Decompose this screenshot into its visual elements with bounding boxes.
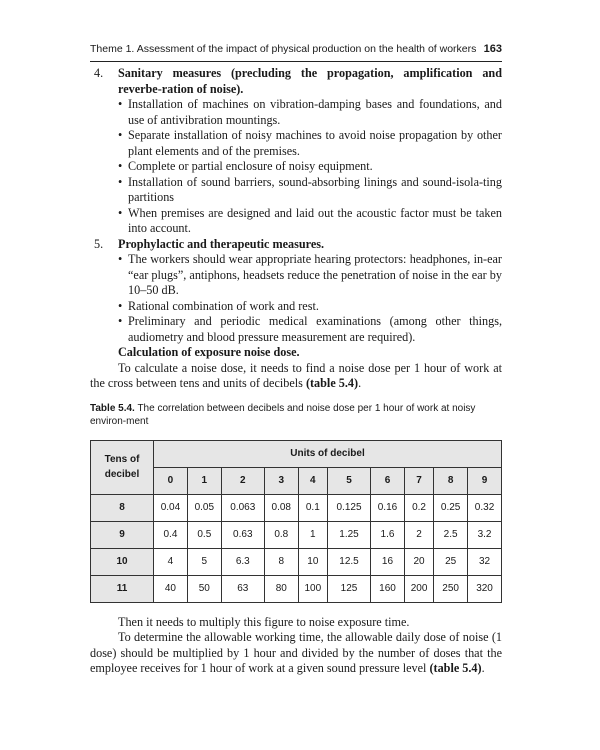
dose-cell: 200: [404, 575, 433, 602]
dose-cell: 63: [221, 575, 264, 602]
bullet-list: [90, 252, 502, 345]
column-group-header: Units of decibel: [154, 440, 502, 467]
dose-cell: 0.063: [221, 494, 264, 521]
dose-cell: 1.25: [327, 521, 370, 548]
unit-header: 6: [371, 467, 405, 494]
caption-label: Table 5.4.: [90, 402, 135, 414]
unit-header: 8: [434, 467, 468, 494]
section-number: 5.: [94, 236, 104, 251]
dose-cell: 0.5: [187, 521, 221, 548]
calculation-paragraph: [90, 361, 502, 392]
table-row: [91, 521, 502, 548]
list-item: • Complete or partial enclosure of noisy equipment.: [118, 159, 502, 175]
dose-cell: 8: [264, 548, 298, 575]
dose-cell: 0.08: [264, 494, 298, 521]
list-item: • Separate installation of noisy machines to avoid noise propagation by other plant elements and of the premises.: [118, 128, 502, 159]
closing-text: [90, 615, 502, 677]
dose-cell: 40: [154, 575, 188, 602]
list-item: • Preliminary and periodic medical examinations (among other things, audiometry and blood pressure measurement are required).: [118, 314, 502, 345]
paragraph-text: To determine the allowable working time, the allowable daily dose of noise (1 dose) should be multiplied by 1 hour and divided by the number of doses that the employee receives for 1 hour of work at a given sound pressure level: [90, 630, 502, 675]
unit-header: 5: [327, 467, 370, 494]
running-title: Theme 1. Assessment of the impact of physical production on the health of workers: [90, 43, 477, 55]
dose-cell: 10: [298, 548, 327, 575]
dose-cell: 16: [371, 548, 405, 575]
dose-cell: 6.3: [221, 548, 264, 575]
dose-cell: 0.8: [264, 521, 298, 548]
dose-cell: 125: [327, 575, 370, 602]
header-rule: [90, 61, 502, 62]
table-reference: (table 5.4): [305, 376, 359, 390]
unit-header: 3: [264, 467, 298, 494]
paragraph: [90, 630, 502, 677]
dose-cell: 4: [154, 548, 188, 575]
section-5: [90, 237, 502, 253]
list-item: • The workers should wear appropriate hearing protectors: headphones, in-ear “ear plugs”, antiphons, headsets reduce the penetration of noise in the ear by 10–50 dB.: [118, 252, 502, 299]
section-title: Sanitary measures (precluding the propagation, amplification and reverbe-ration of noise).: [118, 66, 502, 96]
dose-cell: 250: [434, 575, 468, 602]
page-number: 163: [483, 43, 502, 55]
dose-cell: 1.6: [371, 521, 405, 548]
dose-cell: 80: [264, 575, 298, 602]
dose-cell: 32: [468, 548, 502, 575]
tens-cell: 11: [91, 575, 154, 602]
list-item: • Rational combination of work and rest.: [118, 299, 502, 315]
noise-dose-table: [90, 440, 502, 603]
unit-header: 0: [154, 467, 188, 494]
dose-cell: 0.05: [187, 494, 221, 521]
unit-header: 9: [468, 467, 502, 494]
row-header: Tens of decibel: [91, 440, 154, 494]
dose-cell: 5: [187, 548, 221, 575]
paragraph-text: To calculate a noise dose, it needs to find a noise dose per 1 hour of work at the cross between tens and units of decibels: [90, 360, 502, 390]
dose-cell: 1: [298, 521, 327, 548]
dose-cell: 50: [187, 575, 221, 602]
dose-cell: 2: [404, 521, 433, 548]
calculation-heading: Calculation of exposure noise dose.: [118, 345, 300, 359]
tens-cell: 8: [91, 494, 154, 521]
dose-cell: 0.63: [221, 521, 264, 548]
list-item: • Installation of sound barriers, sound-absorbing linings and sound-isola-ting partitions: [118, 175, 502, 206]
dose-cell: 0.16: [371, 494, 405, 521]
table-reference: (table 5.4): [429, 661, 482, 675]
section-4: [90, 66, 502, 97]
dose-cell: 0.1: [298, 494, 327, 521]
dose-cell: 320: [468, 575, 502, 602]
unit-header: 7: [404, 467, 433, 494]
dose-cell: 0.04: [154, 494, 188, 521]
dose-cell: 2.5: [434, 521, 468, 548]
dose-cell: 12.5: [327, 548, 370, 575]
dose-cell: 0.125: [327, 494, 370, 521]
dose-cell: 0.25: [434, 494, 468, 521]
dose-cell: 160: [371, 575, 405, 602]
table-row: [91, 548, 502, 575]
unit-header: 4: [298, 467, 327, 494]
unit-header: 1: [187, 467, 221, 494]
table-caption: [90, 402, 502, 428]
dose-cell: 20: [404, 548, 433, 575]
table-row: [91, 494, 502, 521]
list-item: • Installation of machines on vibration-damping bases and foundations, and use of antivibration mountings.: [118, 97, 502, 128]
page-body: [90, 66, 502, 677]
section-title: Prophylactic and therapeutic measures.: [118, 236, 325, 251]
dose-cell: 25: [434, 548, 468, 575]
bullet-list: [90, 97, 502, 237]
paragraph-end: .: [481, 661, 485, 675]
tens-cell: 9: [91, 521, 154, 548]
dose-cell: 0.4: [154, 521, 188, 548]
unit-header: 2: [221, 467, 264, 494]
dose-cell: 0.32: [468, 494, 502, 521]
dose-cell: 3.2: [468, 521, 502, 548]
running-header: [90, 43, 502, 55]
table-row: [91, 575, 502, 602]
paragraph: Then it needs to multiply this figure to noise exposure time.: [118, 614, 410, 629]
caption-text: The correlation between decibels and noise dose per 1 hour of work at noisy environ-ment: [90, 402, 476, 427]
section-number: 4.: [94, 66, 104, 80]
dose-cell: 100: [298, 575, 327, 602]
paragraph-end: .: [358, 376, 362, 390]
tens-cell: 10: [91, 548, 154, 575]
dose-cell: 0.2: [404, 494, 433, 521]
list-item: • When premises are designed and laid out the acoustic factor must be taken into account.: [118, 206, 502, 237]
